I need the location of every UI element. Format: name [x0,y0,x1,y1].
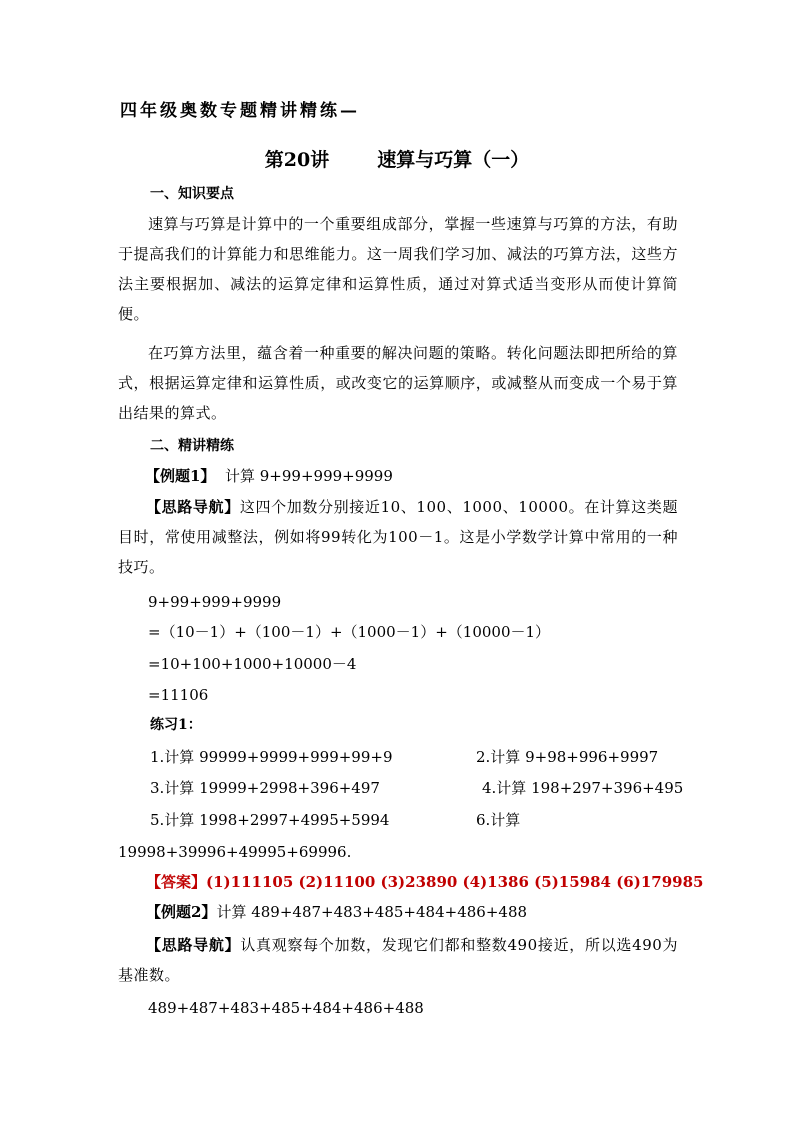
example-1 [145,466,393,486]
practice-1-heading: 练习1： [150,717,202,733]
example-2-hint-text: 认真观察每个加数，发现它们都和整数490接近，所以选490为基准数。 [118,936,678,984]
knowledge-paragraph-2: 在巧算方法里，蕴含着一种重要的解决问题的策略。转化问题法即把所给的算式，根据运算定律和运算性质，或改变它的运算顺序，或减整从而变成一个易于算出结果的算式。 [118,344,678,422]
example-2-tag: 【例题2】 [146,903,217,921]
lecture-name: 速算与巧算（一） [377,149,530,171]
example-1-step-2: =（10－1）+（100－1）+（1000－1）+（10000－1） [148,623,551,641]
practice-item-6-continued: 19998+39996+49995+69996. [118,843,352,861]
example-1-text: 计算 9+99+999+9999 [224,467,393,485]
practice-item-4: 4.计算 198+297+396+495 [482,779,684,797]
example-2-text: 计算 489+487+483+485+484+486+488 [216,903,528,921]
example-2-hint [118,930,678,990]
series-title: 四年级奥数专题精讲精练— [120,101,360,121]
lecture-number: 第20讲 [264,149,330,171]
example-2-hint-tag: 【思路导航】 [146,936,241,954]
practice-item-2: 2.计算 9+98+996+9997 [476,748,659,766]
practice-item-3: 3.计算 19999+2998+396+497 [150,779,380,797]
example-1-hint [118,492,678,582]
knowledge-paragraph-1: 速算与巧算是计算中的一个重要组成部分，掌握一些速算与巧算的方法，有助于提高我们的计算能力和思维能力。这一周我们学习加、减法的巧算方法，这些方法主要根据加、减法的运算定律和运算性质，通过对算式适当变形从而使计算简便。 [118,215,678,323]
example-1-tag: 【例题1】 [145,467,216,485]
example-2 [146,902,527,922]
example-2-step-1: 489+487+483+485+484+486+488 [148,999,424,1017]
section-heading-knowledge: 一、知识要点 [150,186,234,202]
practice-1-answer: 【答案】(1)111105 (2)11100 (3)23890 (4)1386 (5)15984 (6)179985 [146,873,704,891]
practice-item-1: 1.计算 99999+9999+999+99+9 [150,748,393,766]
section-heading-practice: 二、精讲精练 [150,438,234,454]
practice-item-5: 5.计算 1998+2997+4995+5994 [150,811,390,829]
example-1-step-1: 9+99+999+9999 [148,593,282,611]
practice-item-6: 6.计算 [476,811,521,829]
example-1-hint-tag: 【思路导航】 [146,498,240,516]
example-1-hint-text: 这四个加数分别接近10、100、1000、10000。在计算这类题目时，常使用减整法，例如将99转化为100－1。这是小学数学计算中常用的一种技巧。 [118,498,678,576]
example-1-step-4: =11106 [148,686,209,704]
lecture-title [0,148,794,172]
example-1-step-3: =10+100+1000+10000－4 [148,655,357,673]
